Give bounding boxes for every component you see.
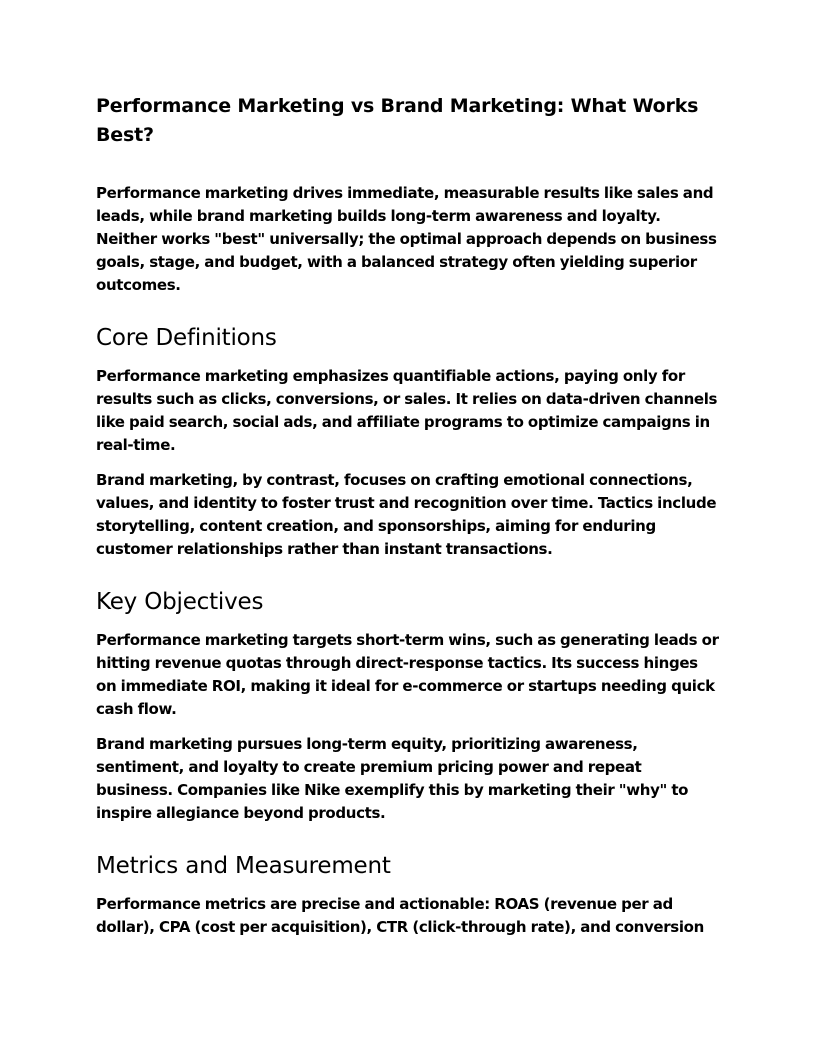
section-paragraph: Brand marketing, by contrast, focuses on crafting emotional connections, values, and identity to foster trust and recognition over time. Tactics include storytelling, content creation, and sponsorships, aiming for enduring customer relationships rather than instant transactions. bbox=[96, 471, 717, 558]
section-key-objectives bbox=[96, 587, 722, 825]
document-page bbox=[96, 92, 722, 951]
section-core-definitions bbox=[96, 323, 722, 561]
section-heading: Metrics and Measurement bbox=[96, 853, 391, 879]
section-paragraph: Performance marketing targets short-term wins, such as generating leads or hitting revenue quotas through direct-response tactics. Its success hinges on immediate ROI, making it ideal for e-commerce or startups needing quick cash flow. bbox=[96, 631, 719, 718]
section-metrics-and-measurement bbox=[96, 851, 722, 939]
section-paragraph: Performance marketing emphasizes quantifiable actions, paying only for results such as clicks, conversions, or sales. It relies on data-driven channels like paid search, social ads, and affiliate programs to optimize campaigns in real-time. bbox=[96, 367, 718, 454]
intro-paragraph: Performance marketing drives immediate, measurable results like sales and leads, while brand marketing builds long-term awareness and loyalty. Neither works "best" universally; the optimal approach depends on business goals, stage, and budget, with a balanced strategy often yielding superior outcomes. bbox=[96, 184, 717, 294]
section-heading: Core Definitions bbox=[96, 325, 277, 351]
document-title: Performance Marketing vs Brand Marketing: What Works Best? bbox=[96, 95, 699, 146]
section-heading: Key Objectives bbox=[96, 589, 264, 615]
section-paragraph: Performance metrics are precise and actionable: ROAS (revenue per ad dollar), CPA (cost per acquisition), CTR (click-through rate), and conversion bbox=[96, 895, 704, 936]
section-paragraph: Brand marketing pursues long-term equity, prioritizing awareness, sentiment, and loyalty to create premium pricing power and repeat business. Companies like Nike exemplify this by marketing their "why" to inspire allegiance beyond products. bbox=[96, 735, 689, 822]
